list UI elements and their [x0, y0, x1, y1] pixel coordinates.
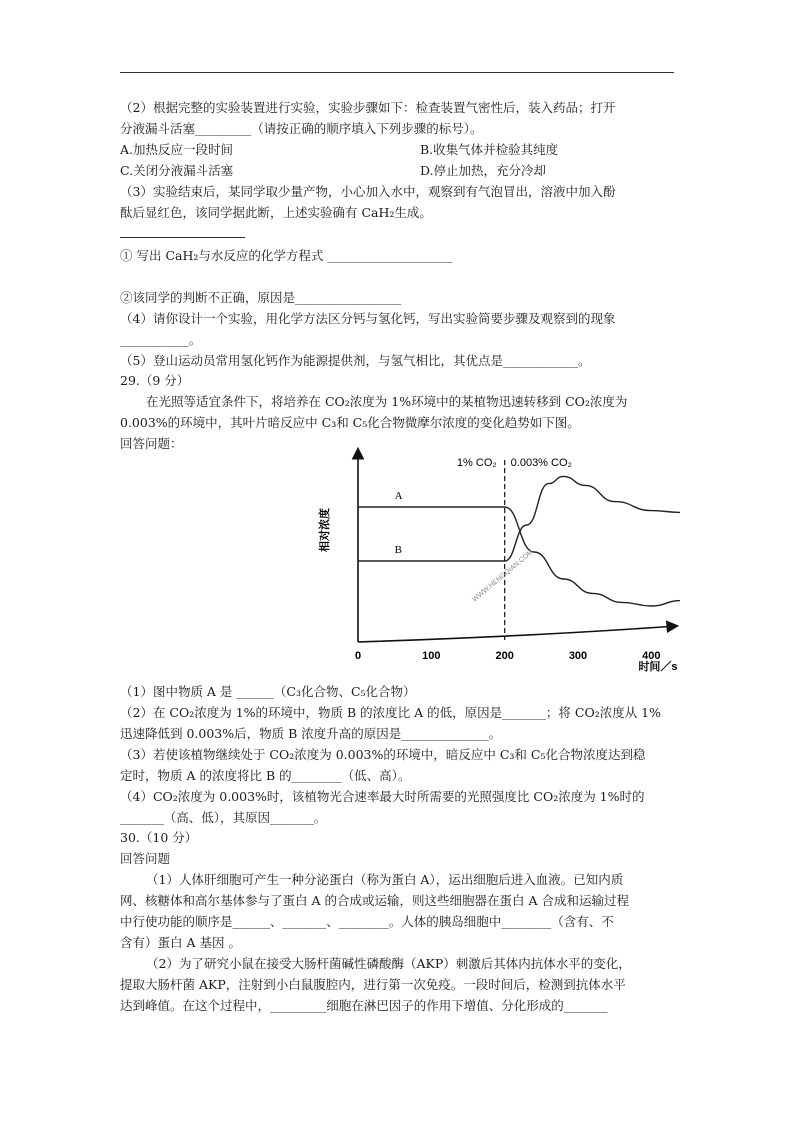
short-rule — [120, 237, 245, 238]
q30-2-line2: 提取大肠杆菌 AKP，注射到小白鼠腹腔内，进行第一次免疫。一段时间后，检测到抗体水平 — [120, 977, 626, 992]
q29-3-line2: 定时，物质 A 的浓度将比 B 的________（低、高）。 — [120, 768, 411, 783]
phase-label-low: 0.003% CO₂ — [510, 457, 572, 469]
q28-3-sub2: ②该同学的判断不正确，原因是_________________ — [120, 290, 402, 305]
watermark-text: WWW.HENGQIAN.COM — [471, 548, 535, 604]
option-d: D.停止加热，充分冷却 — [420, 163, 547, 178]
q28-2-line2: 分液漏斗活塞_________（请按正确的顺序填入下列步骤的标号）。 — [120, 121, 483, 136]
concentration-chart — [296, 440, 680, 680]
q28-2-line1: （2）根据完整的实验装置进行实验，实验步骤如下：检查装置气密性后，装入药品；打开 — [120, 100, 616, 115]
q28-4-line2: ___________。 — [120, 332, 202, 347]
q29-4-line1: （4）CO₂浓度为 0.003%时，该植物光合速率最大时所需要的光照强度比 CO₂浓度为 1%时的 — [120, 789, 645, 804]
q29-intro-line1: 在光照等适宜条件下，将培养在 CO₂浓度为 1%环境中的某植物迅速转移到 CO₂浓度为 — [146, 394, 628, 409]
phase-label-high: 1% CO₂ — [456, 457, 497, 469]
y-axis-label: 相对浓度 — [319, 508, 331, 552]
x-axis — [358, 626, 676, 642]
x-tick-label: 400 — [642, 650, 661, 662]
q30-prompt: 回答问题 — [120, 851, 171, 866]
q30-1-line2: 网、核糖体和高尔基体参与了蛋白 A 的合成或运输，则这些细胞器在蛋白 A 合成和运输过程 — [120, 893, 629, 908]
q28-3-sub1: ① 写出 CaH₂与水反应的化学方程式 ____________________ — [120, 248, 453, 263]
x-axis-label: 时间／s — [638, 661, 678, 673]
q28-4-line1: （4）请你设计一个实验，用化学方法区分钙与氢化钙，写出实验简要步骤及观察到的现象 — [120, 311, 616, 326]
q29-4-line2: _______（高、低），其原因_______。 — [120, 810, 327, 825]
chart-curves — [358, 476, 680, 606]
q30-1-line1: （1）人体肝细胞可产生一种分泌蛋白（称为蛋白 A），运出细胞后进入血液。已知内质 — [146, 872, 624, 887]
x-tick-label: 100 — [422, 650, 441, 662]
q28-5: （5）登山运动员常用氢化钙作为能源提供剂，与氢气相比，其优点是____________。 — [120, 353, 591, 368]
q30-1-line3: 中行使功能的顺序是______、_______、________。人体的胰岛细胞中________（含有、不 — [120, 914, 614, 929]
x-tick-label: 0 — [354, 650, 362, 662]
q29-prompt: 回答问题： — [120, 436, 183, 451]
chart-labels — [317, 457, 678, 673]
q29-2-line2: 迅速降低到 0.003%后，物质 B 浓度升高的原因是______________。 — [120, 726, 502, 741]
q29-heading: 29.（9 分） — [120, 373, 190, 388]
q28-3-line2: 酞后显红色，该同学据此断，上述实验确有 CaH₂生成。 — [120, 205, 432, 220]
option-c: C.关闭分液漏斗活塞 — [120, 163, 234, 178]
series-B-label: B — [394, 544, 403, 556]
x-tick-label: 200 — [495, 650, 514, 662]
q28-3-line1: （3）实验结束后，某同学取少量产物，小心加入水中，观察到有气泡冒出，溶液中加入酚 — [120, 184, 616, 199]
series-A-label: A — [394, 490, 403, 502]
q30-heading: 30.（10 分） — [120, 830, 198, 845]
series-B-line — [358, 476, 680, 561]
q30-1-line4: 含有）蛋白 A 基因 。 — [120, 935, 241, 950]
chart-axes — [358, 450, 676, 642]
q29-1: （1）图中物质 A 是 ______（C₃化合物、C₅化合物） — [120, 684, 416, 699]
header-rule — [120, 72, 674, 73]
x-tick-label: 300 — [568, 650, 588, 662]
q29-2-line1: （2）在 CO₂浓度为 1%的环境中，物质 B 的浓度比 A 的低，原因是_______；将 CO₂浓度从 1% — [120, 705, 662, 720]
q30-2-line3: 达到峰值。在这个过程中，_________细胞在淋巴因子的作用下增值、分化形成的_______ — [120, 998, 608, 1013]
q30-2-line1: （2）为了研究小鼠在接受大肠杆菌碱性磷酸酶（AKP）刺激后其体内抗体水平的变化， — [146, 956, 631, 971]
q29-3-line1: （3）若使该植物继续处于 CO₂浓度为 0.003%的环境中，暗反应中 C₃和 C₅化合物浓度达到稳 — [120, 747, 646, 762]
q29-intro-line2: 0.003%的环境中，其叶片暗反应中 C₃和 C₅化合物微摩尔浓度的变化趋势如下图。 — [120, 415, 580, 430]
series-A-line — [358, 507, 680, 606]
option-b: B.收集气体并检验其纯度 — [420, 142, 559, 157]
option-a: A.加热反应一段时间 — [120, 142, 234, 157]
